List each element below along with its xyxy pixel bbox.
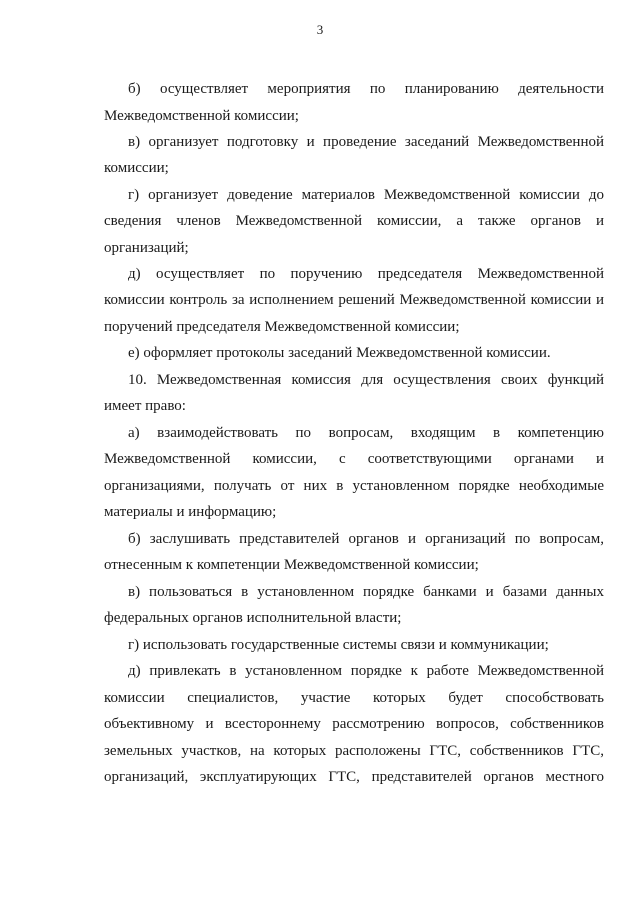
text-line: а) взаимодействовать по вопросам, входящим в компетенцию: [128, 425, 604, 441]
text-line: объективному и всестороннему рассмотрению вопросов, собственников: [104, 716, 604, 732]
text-line: г) организует доведение материалов Межведомственной комиссии до: [128, 187, 604, 203]
text-line: в) пользоваться в установленном порядке банками и базами данных: [128, 584, 604, 600]
text-line: материалы и информацию;: [104, 504, 277, 520]
text-line: г) использовать государственные системы связи и коммуникации;: [128, 637, 549, 653]
text-line: земельных участков, на которых расположены ГТС, собственников ГТС,: [104, 743, 604, 759]
text-line: комиссии;: [104, 160, 169, 176]
text-line: е) оформляет протоколы заседаний Межведомственной комиссии.: [128, 345, 551, 361]
text-line: сведения членов Межведомственной комиссии, а также органов и: [104, 213, 604, 229]
text-line: Межведомственной комиссии, с соответствующими органами и: [104, 451, 604, 467]
text-line: комиссии специалистов, участие которых будет способствовать: [104, 690, 604, 706]
text-line: организациями, получать от них в установленном порядке необходимые: [104, 478, 604, 494]
text-line: федеральных органов исполнительной власти;: [104, 610, 402, 626]
text-line: д) привлекать в установленном порядке к работе Межведомственной: [128, 663, 604, 679]
text-line: комиссии контроль за исполнением решений Межведомственной комиссии и: [104, 292, 604, 308]
page-number: 3: [316, 22, 324, 37]
text-line: 10. Межведомственная комиссия для осуществления своих функций: [128, 372, 604, 388]
text-line: поручений председателя Межведомственной комиссии;: [104, 319, 460, 335]
text-line: организаций;: [104, 240, 189, 256]
text-line: в) организует подготовку и проведение заседаний Межведомственной: [128, 134, 604, 150]
text-line: имеет право:: [104, 398, 186, 414]
text-line: организаций, эксплуатирующих ГТС, представителей органов местного: [104, 769, 604, 785]
text-line: б) осуществляет мероприятия по планированию деятельности: [128, 81, 604, 97]
text-line: б) заслушивать представителей органов и организаций по вопросам,: [128, 531, 604, 547]
text-line: отнесенным к компетенции Межведомственной комиссии;: [104, 557, 479, 573]
text-line: д) осуществляет по поручению председателя Межведомственной: [128, 266, 604, 282]
text-line: Межведомственной комиссии;: [104, 108, 299, 124]
